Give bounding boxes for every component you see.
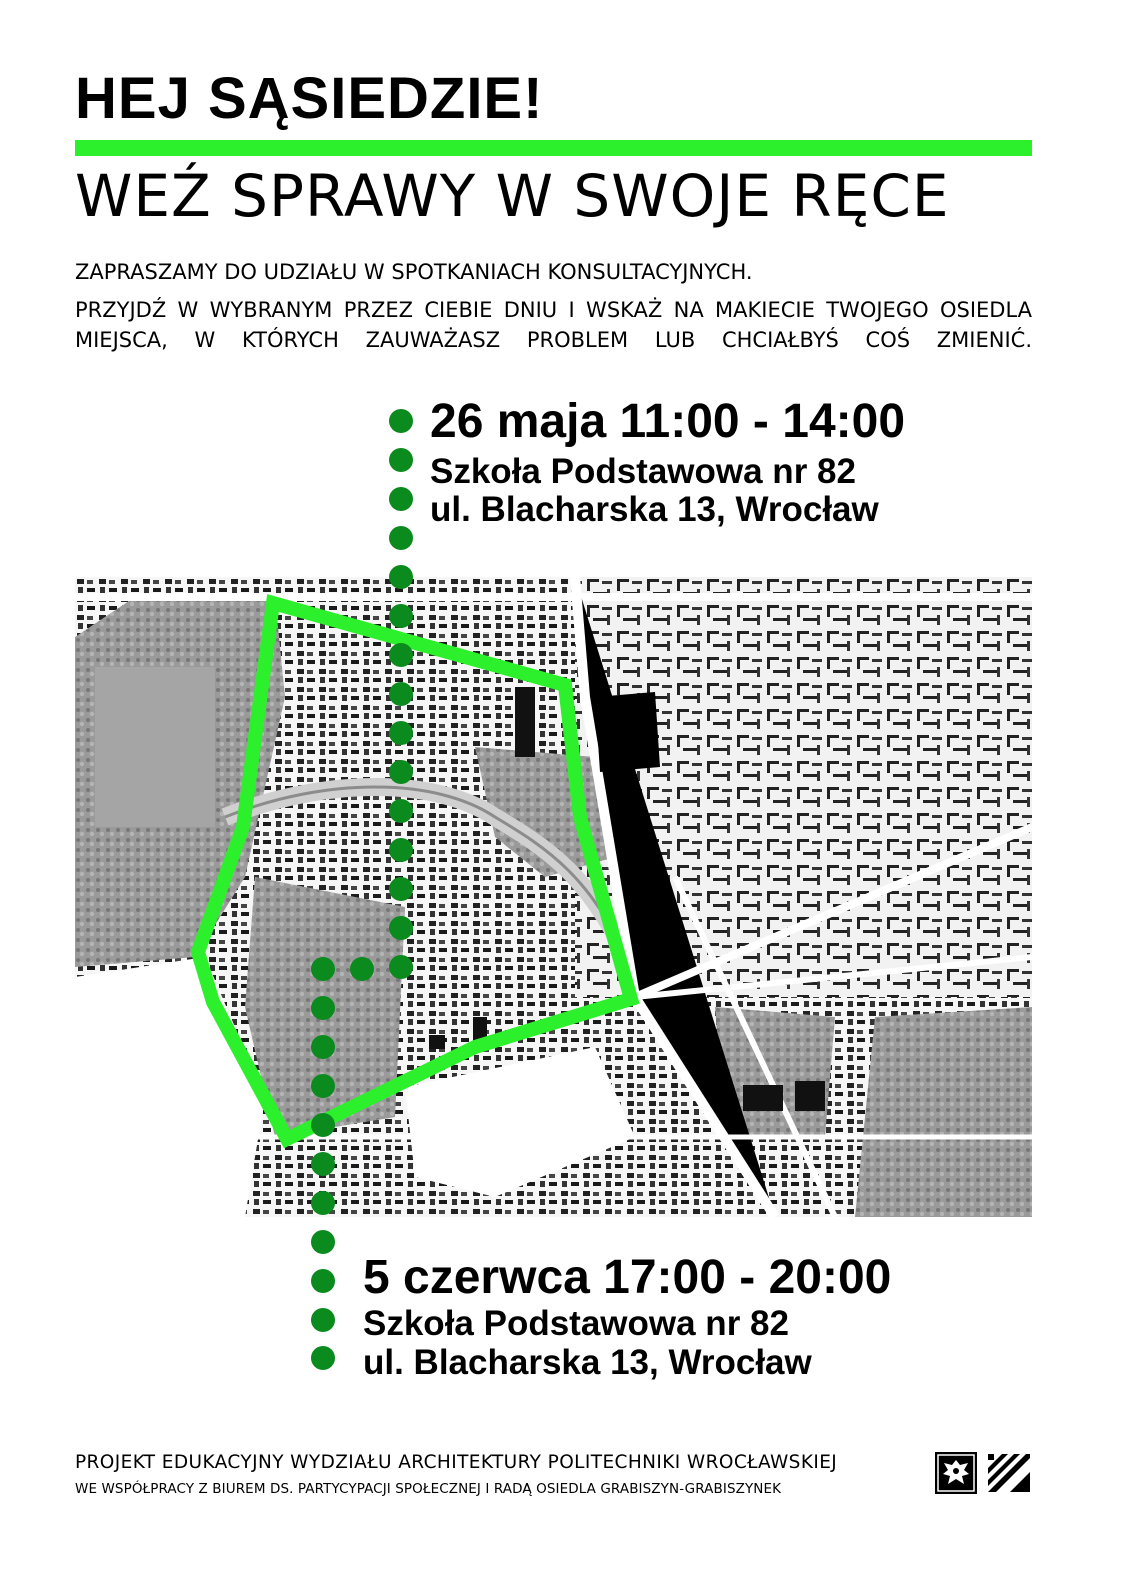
event-2-place: Szkoła Podstawowa nr 82 [363, 1304, 789, 1343]
intro-line-2: PRZYJDŹ W WYBRANYM PRZEZ CIEBIE DNIU I WSKAŻ NA MAKIECIE TWOJEGO OSIEDLA [75, 298, 1032, 322]
faculty-architecture-logo-icon [986, 1452, 1032, 1494]
poster-subtitle: WEŹ SPRAWY W SWOJE RĘCE [75, 162, 950, 230]
neighbourhood-map [75, 577, 1032, 1217]
event-1-datetime: 26 maja 11:00 - 14:00 [430, 395, 906, 448]
event-2-address: ul. Blacharska 13, Wrocław [363, 1343, 812, 1382]
footer-line-1: PROJEKT EDUKACYJNY WYDZIAŁU ARCHITEKTURY POLITECHNIKI WROCŁAWSKIEJ [75, 1452, 838, 1473]
event-2-datetime: 5 czerwca 17:00 - 20:00 [363, 1251, 892, 1304]
university-eagle-logo-icon [935, 1452, 977, 1494]
accent-bar [75, 140, 1032, 156]
event-1-address: ul. Blacharska 13, Wrocław [430, 490, 879, 529]
event-1-place: Szkoła Podstawowa nr 82 [430, 452, 856, 491]
poster-title: HEJ SĄSIEDZIE! [75, 66, 544, 131]
map-drawing [75, 577, 1032, 1217]
footer-line-2: WE WSPÓŁPRACY Z BIUREM DS. PARTYCYPACJI SPOŁECZNEJ I RADĄ OSIEDLA GRABISZYN-GRABISZYNEK [75, 1481, 782, 1497]
intro-line-3: MIEJSCA, W KTÓRYCH ZAUWAŻASZ PROBLEM LUB CHCIAŁBYŚ COŚ ZMIENIĆ. [75, 328, 1032, 352]
intro-line-1: ZAPRASZAMY DO UDZIAŁU W SPOTKANIACH KONSULTACYJNYCH. [75, 260, 753, 284]
